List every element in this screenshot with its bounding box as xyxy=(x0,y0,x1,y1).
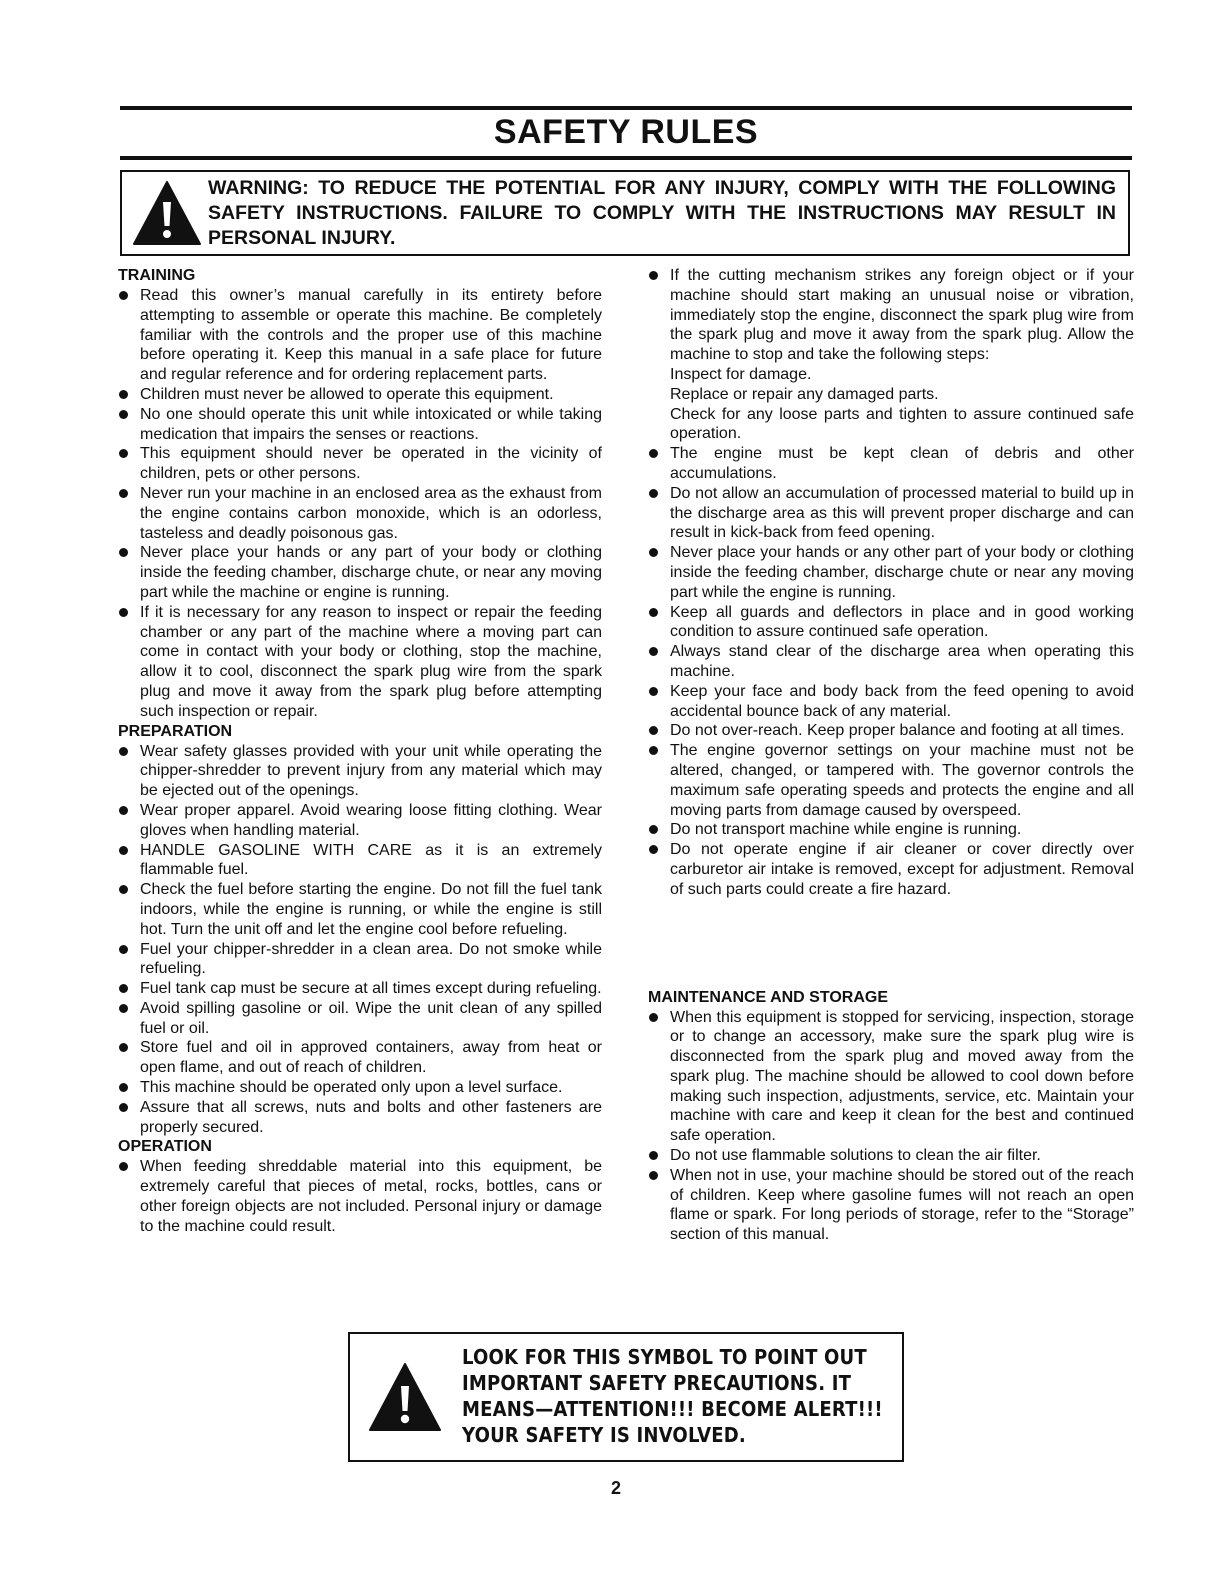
column-spacer xyxy=(648,900,1134,988)
maintenance-heading: MAINTENANCE AND STORAGE xyxy=(648,988,889,1006)
list-item: Keep all guards and deflectors in place and in good working condition to assure continued safe operation. xyxy=(648,603,1134,643)
list-item: When not in use, your machine should be stored out of the reach of children. Keep where gasoline fumes will not reach an open flame or spark. For long periods of storage, refer to the “Storage” section of this manual. xyxy=(648,1166,1134,1245)
warning-line: WARNING: TO REDUCE THE POTENTIAL FOR ANY INJURY, COMPLY WITH THE FOLLOWING xyxy=(208,177,1116,199)
step-item: Check for any loose parts and tighten to assure continued safe operation. xyxy=(670,405,1134,443)
list-item: Keep your face and body back from the feed opening to avoid accidental bounce back of any material. xyxy=(648,682,1134,722)
warning-triangle-icon xyxy=(368,1362,442,1432)
symbol-line: IMPORTANT SAFETY PRECAUTIONS. IT xyxy=(462,1371,852,1395)
list-item: When feeding shreddable material into this equipment, be extremely careful that pieces of metal, rocks, bottles, cans or other foreign objects are not included. Personal injury or damage to the machine could result. xyxy=(118,1157,602,1236)
list-item: Assure that all screws, nuts and bolts and other fasteners are properly secured. xyxy=(118,1098,602,1138)
safety-symbol-text xyxy=(462,1344,895,1448)
title-underline-rule xyxy=(120,156,1132,160)
list-item: Do not over-reach. Keep proper balance and footing at all times. xyxy=(648,721,1134,741)
warning-triangle-icon xyxy=(132,180,202,246)
list-item: The engine governor settings on your machine must not be altered, changed, or tampered with. The governor controls the maximum safe operating speeds and protects the engine and all moving parts from damage caused by overspeed. xyxy=(648,741,1134,820)
list-item: Do not transport machine while engine is running. xyxy=(648,820,1134,840)
list-item: Store fuel and oil in approved containers, away from heat or open flame, and out of reach of children. xyxy=(118,1038,602,1078)
list-item: Do not use flammable solutions to clean the air filter. xyxy=(648,1146,1134,1166)
list-item: Never place your hands or any other part of your body or clothing inside the feeding chamber, discharge chute or near any moving part while the engine is running. xyxy=(648,543,1134,602)
step-item: Inspect for damage. xyxy=(670,365,812,383)
list-item: Read this owner’s manual carefully in its entirety before attempting to assemble or operate this machine. Be completely familiar with the controls and the proper use of this machine before operating it. Keep this manual in a safe place for future and regular reference and for ordering replacement parts. xyxy=(118,286,602,385)
left-column xyxy=(118,266,602,1237)
list-item: Avoid spilling gasoline or oil. Wipe the unit clean of any spilled fuel or oil. xyxy=(118,999,602,1039)
warning-box xyxy=(120,170,1130,256)
list-item: HANDLE GASOLINE WITH CARE as it is an extremely flammable fuel. xyxy=(118,841,602,881)
list-item: No one should operate this unit while intoxicated or while taking medication that impairs the senses or reactions. xyxy=(118,405,602,445)
top-rule xyxy=(120,106,1132,110)
foreign-object-text: If the cutting mechanism strikes any foreign object or if your machine should start making an unusual noise or vibration, immediately stop the engine, disconnect the spark plug wire from the spark plug and move it away from the spark plug. Allow the machine to stop and take the following steps: xyxy=(670,267,1134,364)
list-item: Never run your machine in an enclosed area as the exhaust from the engine contains carbon monoxide, which is an odorless, tasteless and deadly poisonous gas. xyxy=(118,484,602,543)
step-item: Replace or repair any damaged parts. xyxy=(670,385,939,403)
list-item: Wear safety glasses provided with your unit while operating the chipper-shredder to prevent injury from any material which may be ejected out of the openings. xyxy=(118,742,602,801)
list-item: Fuel tank cap must be secure at all times except during refueling. xyxy=(118,979,602,999)
symbol-line: MEANS—ATTENTION!!! BECOME ALERT!!! xyxy=(462,1397,883,1421)
symbol-line: LOOK FOR THIS SYMBOL TO POINT OUT xyxy=(462,1345,867,1369)
operation-list-continued xyxy=(648,266,1134,900)
list-item: Always stand clear of the discharge area when operating this machine. xyxy=(648,642,1134,682)
training-list xyxy=(118,286,602,722)
warning-line: SAFETY INSTRUCTIONS. FAILURE TO COMPLY WITH THE INSTRUCTIONS MAY RESULT IN xyxy=(208,202,1116,224)
preparation-heading: PREPARATION xyxy=(118,722,233,740)
operation-heading: OPERATION xyxy=(118,1138,212,1156)
warning-text xyxy=(208,176,1116,251)
symbol-line: YOUR SAFETY IS INVOLVED. xyxy=(462,1423,746,1447)
list-item: The engine must be kept clean of debris and other accumulations. xyxy=(648,444,1134,484)
preparation-list xyxy=(118,742,602,1138)
list-item: Do not allow an accumulation of processed material to build up in the discharge area as this will prevent proper discharge and can result in kick-back from feed opening. xyxy=(648,484,1134,543)
warning-line: PERSONAL INJURY. xyxy=(208,227,396,249)
training-heading: TRAINING xyxy=(118,267,196,284)
list-item: Children must never be allowed to operate this equipment. xyxy=(118,385,602,405)
list-item: Check the fuel before starting the engine. Do not fill the fuel tank indoors, while the engine is running, or while the engine is still hot. Turn the unit off and let the engine cool before refueling. xyxy=(118,880,602,939)
maintenance-list xyxy=(648,1008,1134,1246)
page-number: 2 xyxy=(610,1478,621,1498)
list-item: This machine should be operated only upon a level surface. xyxy=(118,1078,602,1098)
right-column xyxy=(648,266,1134,1245)
safety-symbol-box xyxy=(348,1332,904,1462)
list-item: Fuel your chipper-shredder in a clean area. Do not smoke while refueling. xyxy=(118,940,602,980)
list-item: This equipment should never be operated in the vicinity of children, pets or other persons. xyxy=(118,444,602,484)
list-item-foreign-object xyxy=(648,266,1134,444)
page-title: SAFETY RULES xyxy=(493,113,759,151)
list-item: Never place your hands or any part of your body or clothing inside the feeding chamber, discharge chute, or near any moving part while the machine or engine is running. xyxy=(118,543,602,602)
operation-list-start xyxy=(118,1157,602,1236)
list-item: When this equipment is stopped for servicing, inspection, storage or to change an accessory, make sure the spark plug wire is disconnected from the spark plug and moved away from the spark plug. The machine should be allowed to cool down before making such inspection, adjustments, service, etc. Maintain your machine with care and keep it clean for the best and continued safe operation. xyxy=(648,1008,1134,1147)
list-item: Wear proper apparel. Avoid wearing loose fitting clothing. Wear gloves when handling material. xyxy=(118,801,602,841)
list-item: Do not operate engine if air cleaner or cover directly over carburetor air intake is removed, except for adjustment. Removal of such parts could create a fire hazard. xyxy=(648,840,1134,899)
list-item: If it is necessary for any reason to inspect or repair the feeding chamber or any part of the machine where a moving part can come in contact with your body or clothing, stop the machine, allow it to cool, disconnect the spark plug wire from the spark plug and move it away from the spark plug before attempting such inspection or repair. xyxy=(118,603,602,722)
